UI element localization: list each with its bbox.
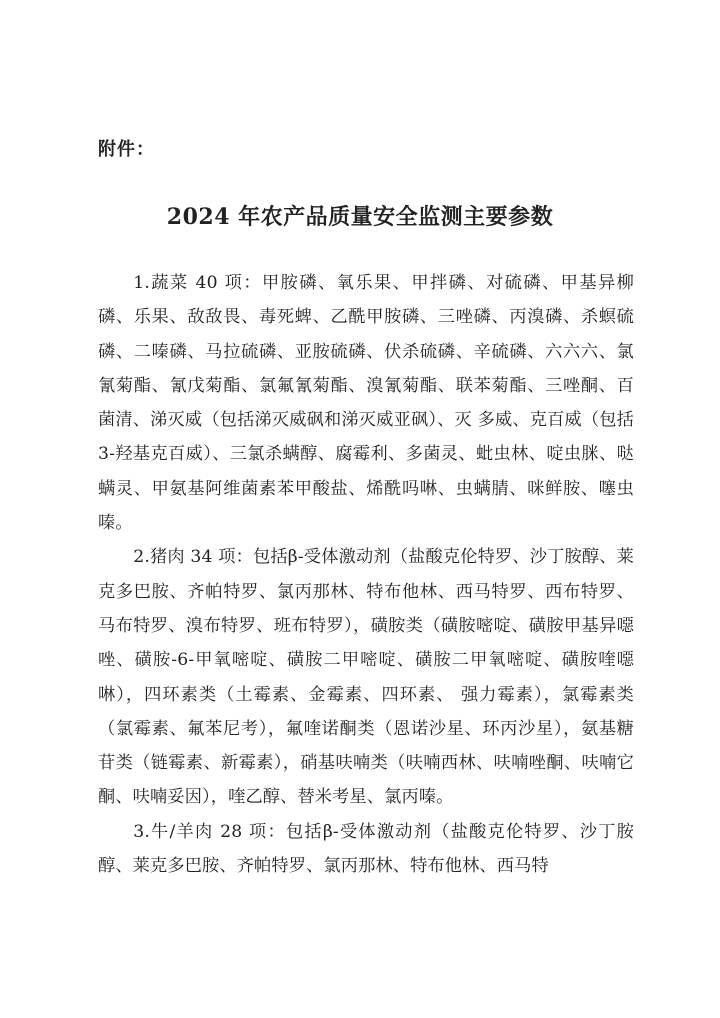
attachment-label: 附件： xyxy=(98,139,155,160)
document-body xyxy=(98,266,634,883)
paragraph-pork: 2.猪肉 34 项：包括β-受体激动剂（盐酸克伦特罗、沙丁胺醇、莱克多巴胺、齐帕特罗、氯丙那林、特布他林、西马特罗、西布特罗、马布特罗、溴布特罗、班布特罗），磺胺类（磺胺嘧啶、磺胺甲基异噁唑、磺胺-6-甲氧嘧啶、磺胺二甲嘧啶、磺胺二甲氧嘧啶、磺胺喹噁啉），四环素类（土霉素、金霉素、四环素、 强力霉素），氯霉素类（氯霉素、氟苯尼考），氟喹诺酮类（恩诺沙星、环丙沙星），氨基糖苷类（链霉素、新霉素），硝基呋喃类（呋喃西林、呋喃唑酮、呋喃它酮、呋喃妥因），喹乙醇、替米考星、氯丙嗪。 xyxy=(98,547,634,808)
paragraph-beef-mutton: 3.牛/羊肉 28 项：包括β-受体激动剂（盐酸克伦特罗、沙丁胺醇、莱克多巴胺、齐帕特罗、氯丙那林、特布他林、西马特 xyxy=(98,821,634,877)
document-title: 2024 年农产品质量安全监测主要参数 xyxy=(166,204,554,230)
paragraph-vegetables: 1.蔬菜 40 项：甲胺磷、氧乐果、甲拌磷、对硫磷、甲基异柳磷、乐果、敌敌畏、毒死蜱、乙酰甲胺磷、三唑磷、丙溴磷、杀螟硫磷、二嗪磷、马拉硫磷、亚胺硫磷、伏杀硫磷、辛硫磷、六六六、氯氰菊酯、氰戊菊酯、氯氟氰菊酯、溴氰菊酯、联苯菊酯、三唑酮、百菌清、涕灭威（包括涕灭威砜和涕灭威亚砜）、灭 多威、克百威（包括 3-羟基克百威）、三氯杀螨醇、腐霉利、多菌灵、蚍虫林、啶虫脒、哒螨灵、甲氨基阿维菌素苯甲酸盐、烯酰吗啉、虫螨腈、咪鲜胺、噻虫嗪。 xyxy=(98,273,634,534)
